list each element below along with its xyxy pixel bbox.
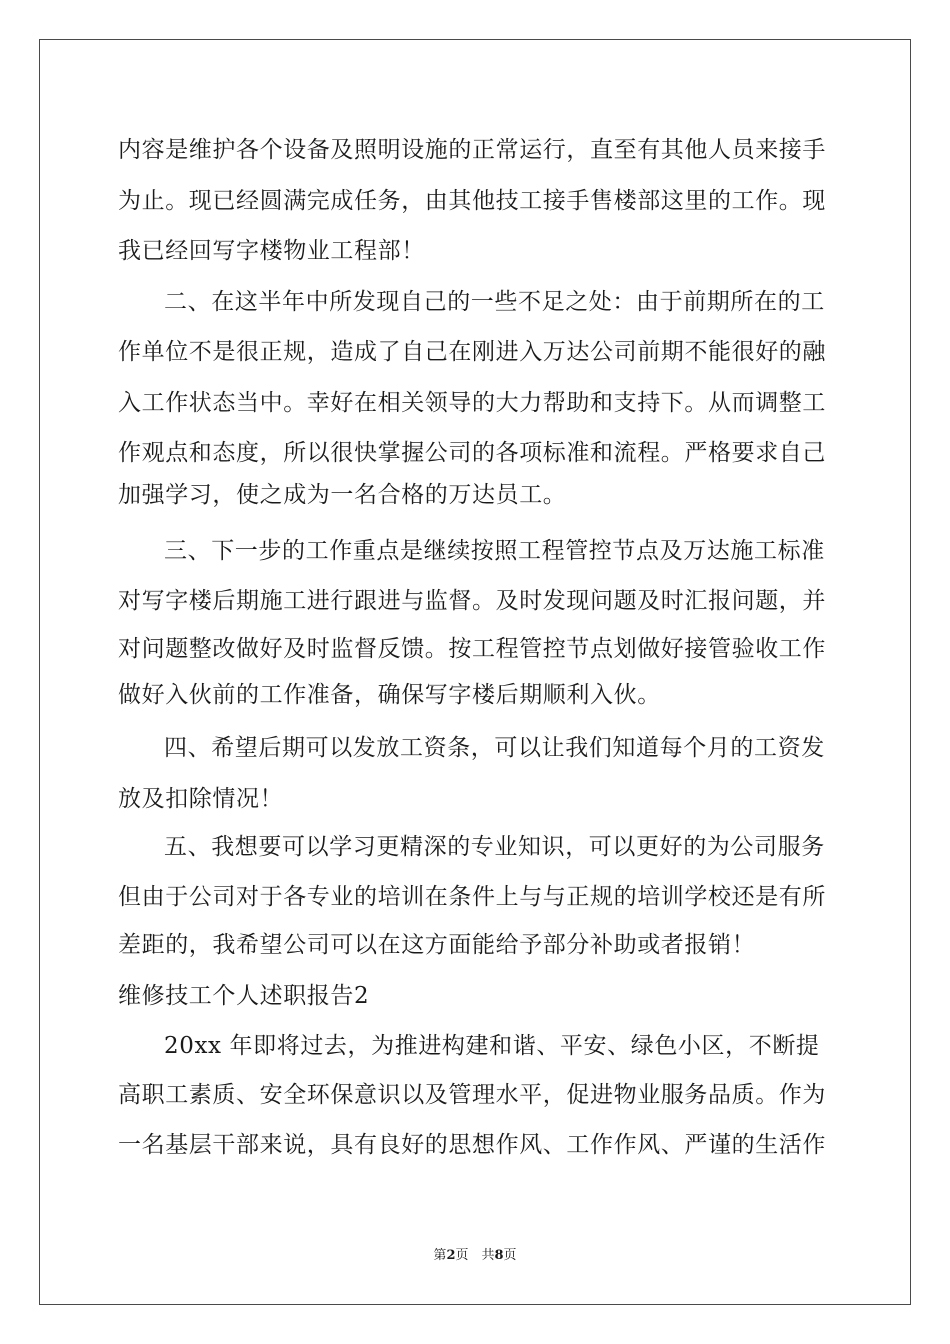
text-line: 入工作状态当中。幸好在相关领导的大力帮助和支持下。从而调整工 <box>118 390 826 416</box>
page-number-footer <box>0 1247 950 1265</box>
text-line: 内容是维护各个设备及照明设施的正常运行，直至有其他人员来接手 <box>118 137 826 163</box>
text-line: 高职工素质、安全环保意识以及管理水平，促进物业服务品质。作为 <box>118 1082 826 1108</box>
footer-suffix: 页 <box>503 1248 517 1263</box>
text-line: 20xx 年即将过去，为推进构建和谐、平安、绿色小区，不断提 <box>164 1033 820 1059</box>
total-page-number: 8 <box>494 1248 504 1263</box>
text-line: 对问题整改做好及时监督反馈。按工程管控节点划做好接管验收工作 <box>118 636 826 662</box>
text-line: 放及扣除情况！ <box>118 786 284 812</box>
text-line: 四、希望后期可以发放工资条，可以让我们知道每个月的工资发 <box>164 735 825 761</box>
text-line: 三、下一步的工作重点是继续按照工程管控节点及万达施工标准 <box>164 538 825 564</box>
current-page-number: 2 <box>446 1248 456 1263</box>
text-line: 加强学习，使之成为一名合格的万达员工。 <box>118 482 567 508</box>
text-line: 二、在这半年中所发现自己的一些不足之处：由于前期所在的工 <box>164 289 825 315</box>
text-line: 一名基层干部来说，具有良好的思想作风、工作作风、严谨的生活作 <box>118 1132 826 1158</box>
text-line: 但由于公司对于各专业的培训在条件上与与正规的培训学校还是有所 <box>118 884 826 910</box>
footer-prefix: 第 <box>433 1248 447 1263</box>
footer-middle: 页 共 <box>455 1248 495 1263</box>
text-line: 差距的，我希望公司可以在这方面能给予部分补助或者报销！ <box>118 932 756 958</box>
text-line: 我已经回写字楼物业工程部！ <box>118 238 425 264</box>
text-line: 五、我想要可以学习更精深的专业知识，可以更好的为公司服务 <box>164 834 825 860</box>
page-border <box>39 39 911 1305</box>
text-line: 作观点和态度，所以很快掌握公司的各项标准和流程。严格要求自己 <box>118 440 826 466</box>
text-line: 对写字楼后期施工进行跟进与监督。及时发现问题及时汇报问题，并 <box>118 588 826 614</box>
text-line: 作单位不是很正规，造成了自己在刚进入万达公司前期不能很好的融 <box>118 339 826 365</box>
text-line: 为止。现已经圆满完成任务，由其他技工接手售楼部这里的工作。现 <box>118 188 826 214</box>
section-heading: 维修技工个人述职报告2 <box>118 983 370 1009</box>
text-line: 做好入伙前的工作准备，确保写字楼后期顺利入伙。 <box>118 682 661 708</box>
